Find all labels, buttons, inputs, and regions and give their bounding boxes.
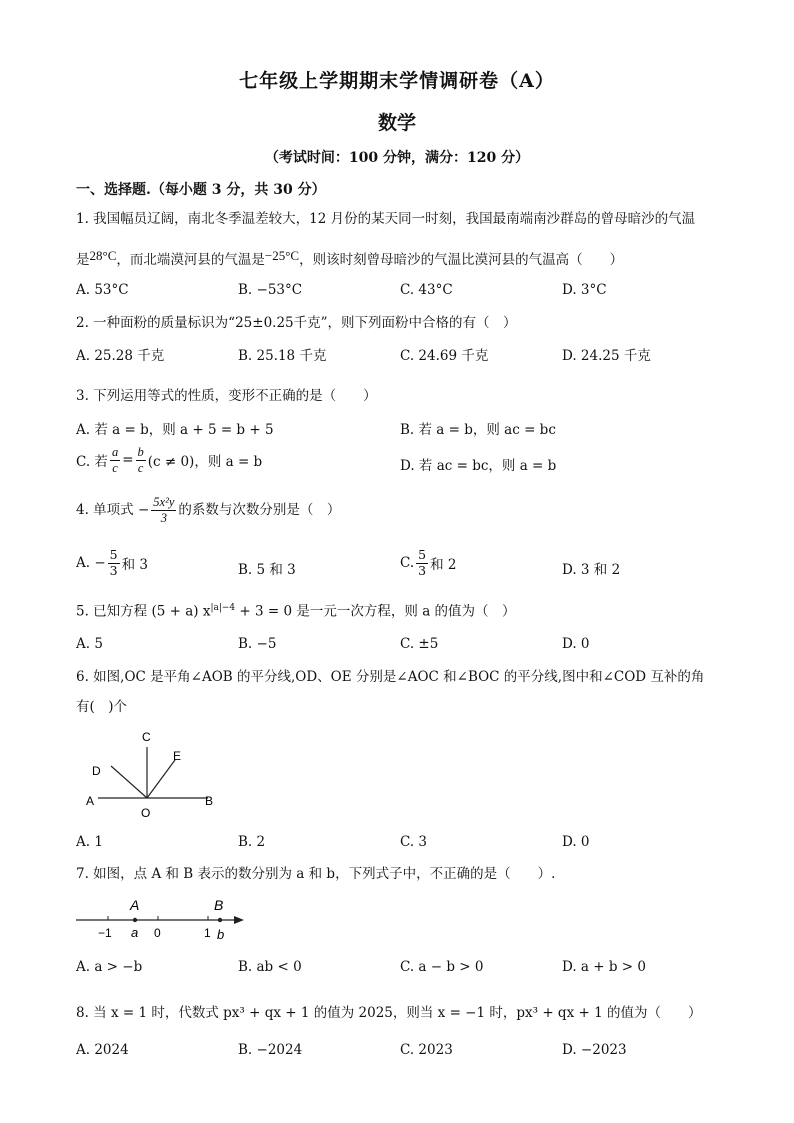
q3-option-a: A. 若 a = b，则 a + 5 = b + 5 — [76, 422, 274, 438]
q2-option-a: A. 25.28 千克 — [76, 348, 165, 364]
q6-option-d: D. 0 — [562, 834, 590, 850]
tick-label-0: 0 — [154, 926, 161, 940]
page-title: 七年级上学期期末学情调研卷（A） — [239, 70, 555, 92]
exponent: |a|−4 — [210, 603, 236, 613]
angle-diagram — [80, 725, 230, 825]
q7-option-d: D. a + b > 0 — [562, 959, 646, 975]
question-2: 2. 一种面粉的质量标识为“25±0.25千克”，则下列面粉中合格的有（ ） — [76, 315, 517, 331]
label-b: B — [205, 794, 214, 808]
q6-option-a: A. 1 — [76, 834, 103, 850]
q4-option-b: B. 5 和 3 — [238, 562, 296, 578]
label-point-a: A — [130, 897, 140, 913]
tick-label-1: 1 — [204, 926, 211, 940]
q8-option-c: C. 2023 — [400, 1042, 453, 1058]
tick-label-neg1: −1 — [98, 926, 112, 940]
question-1-line1: 1. 我国幅员辽阔，南北冬季温差较大，12 月份的某天同一时刻，我国最南端南沙群岛的曾母暗沙的气温 — [76, 211, 696, 227]
ray-od — [111, 766, 147, 798]
q3-option-b: B. 若 a = b，则 ac = bc — [400, 422, 556, 438]
q8-option-b: B. −2024 — [238, 1042, 303, 1058]
label-o: O — [141, 806, 151, 820]
q1-option-a: A. 53°C — [76, 282, 129, 298]
label-c: C — [142, 730, 151, 744]
temp-north: −25°C — [264, 248, 300, 263]
q2-option-b: B. 25.18 千克 — [238, 348, 327, 364]
q5-option-d: D. 0 — [562, 636, 590, 652]
label-d: D — [92, 764, 101, 778]
q5-option-c: C. ±5 — [400, 636, 439, 652]
q5-option-a: A. 5 — [76, 636, 103, 652]
q7-option-b: B. ab < 0 — [238, 959, 302, 975]
q5-option-b: B. −5 — [238, 636, 277, 652]
label-a: A — [86, 794, 95, 808]
question-1-line2: 是28°C，而北端漠河县的气温是−25°C，则该时刻曾母暗沙的气温比漠河县的气温高（ ） — [76, 248, 624, 268]
arrow-right-icon — [234, 916, 244, 924]
q4-option-c: C. $\frac{5}{3}$ 和 2 — [400, 547, 457, 578]
q7-option-a: A. a > −b — [76, 959, 143, 975]
q6-option-b: B. 2 — [238, 834, 266, 850]
q6-option-c: C. 3 — [400, 834, 428, 850]
q2-option-d: D. 24.25 千克 — [562, 348, 651, 364]
q2-option-c: C. 24.69 千克 — [400, 348, 489, 364]
exam-info: （考试时间：100 分钟，满分：120 分） — [264, 150, 530, 166]
q1-option-d: D. 3°C — [562, 282, 607, 298]
tick-label-a: a — [131, 925, 139, 940]
subject-title: 数学 — [377, 112, 416, 134]
question-3: 3. 下列运用等式的性质，变形不正确的是（ ） — [76, 388, 377, 404]
point-b — [218, 918, 222, 922]
label-e: E — [173, 749, 182, 763]
question-6-line2: 有( )个 — [76, 699, 128, 715]
q3-option-c: C. 若 $\frac{a}{c}$ = $\frac{b}{c}$ (c ≠ 0)，则 a = b — [76, 445, 263, 475]
tick-label-b: b — [217, 927, 225, 942]
question-6-line1: 6. 如图,OC 是平角∠AOB 的平分线,OD、OE 分别是∠AOC 和∠BOC 的平分线,图中和∠COD 互补的角 — [76, 669, 705, 685]
q7-option-c: C. a − b > 0 — [400, 959, 484, 975]
q4-option-a: A. − $\frac{5}{3}$ 和 3 — [76, 547, 148, 578]
ray-oe — [147, 760, 175, 798]
section-heading: 一、选择题.（每小题 3 分，共 30 分） — [76, 182, 326, 198]
q8-option-a: A. 2024 — [76, 1042, 129, 1058]
point-a — [133, 918, 137, 922]
fraction-b-over-c: $\frac{b}{c}$ — [137, 445, 144, 475]
fraction-a-over-c: $\frac{a}{c}$ — [111, 445, 119, 475]
label-point-b: B — [214, 897, 224, 913]
q4-option-d: D. 3 和 2 — [562, 562, 621, 578]
monomial-fraction: $\frac{\text{5x²y}}{3}$ — [153, 495, 175, 525]
q3-option-d: D. 若 ac = bc，则 a = b — [400, 458, 557, 474]
question-7: 7. 如图，点 A 和 B 表示的数分别为 a 和 b，下列式子中，不正确的是（ ）. — [76, 866, 556, 882]
temp-south: 28°C — [89, 248, 117, 263]
q1-option-c: C. 43°C — [400, 282, 453, 298]
question-8: 8. 当 x = 1 时，代数式 px³ + qx + 1 的值为 2025，则当 x = −1 时，px³ + qx + 1 的值为（ ） — [76, 1005, 702, 1021]
number-line-diagram — [72, 892, 252, 948]
q1-option-b: B. −53°C — [238, 282, 303, 298]
question-5: 5. 已知方程 (5 + a) $x^{|a|-4} + 3 = 0$ 是一元一次方程，则 a 的值为（ ） — [76, 603, 516, 620]
q8-option-d: D. −2023 — [562, 1042, 627, 1058]
question-4: 4. 单项式 − $\frac{\text{5x²y}}{3}$ 的系数与次数分别是（ ） — [76, 495, 341, 525]
